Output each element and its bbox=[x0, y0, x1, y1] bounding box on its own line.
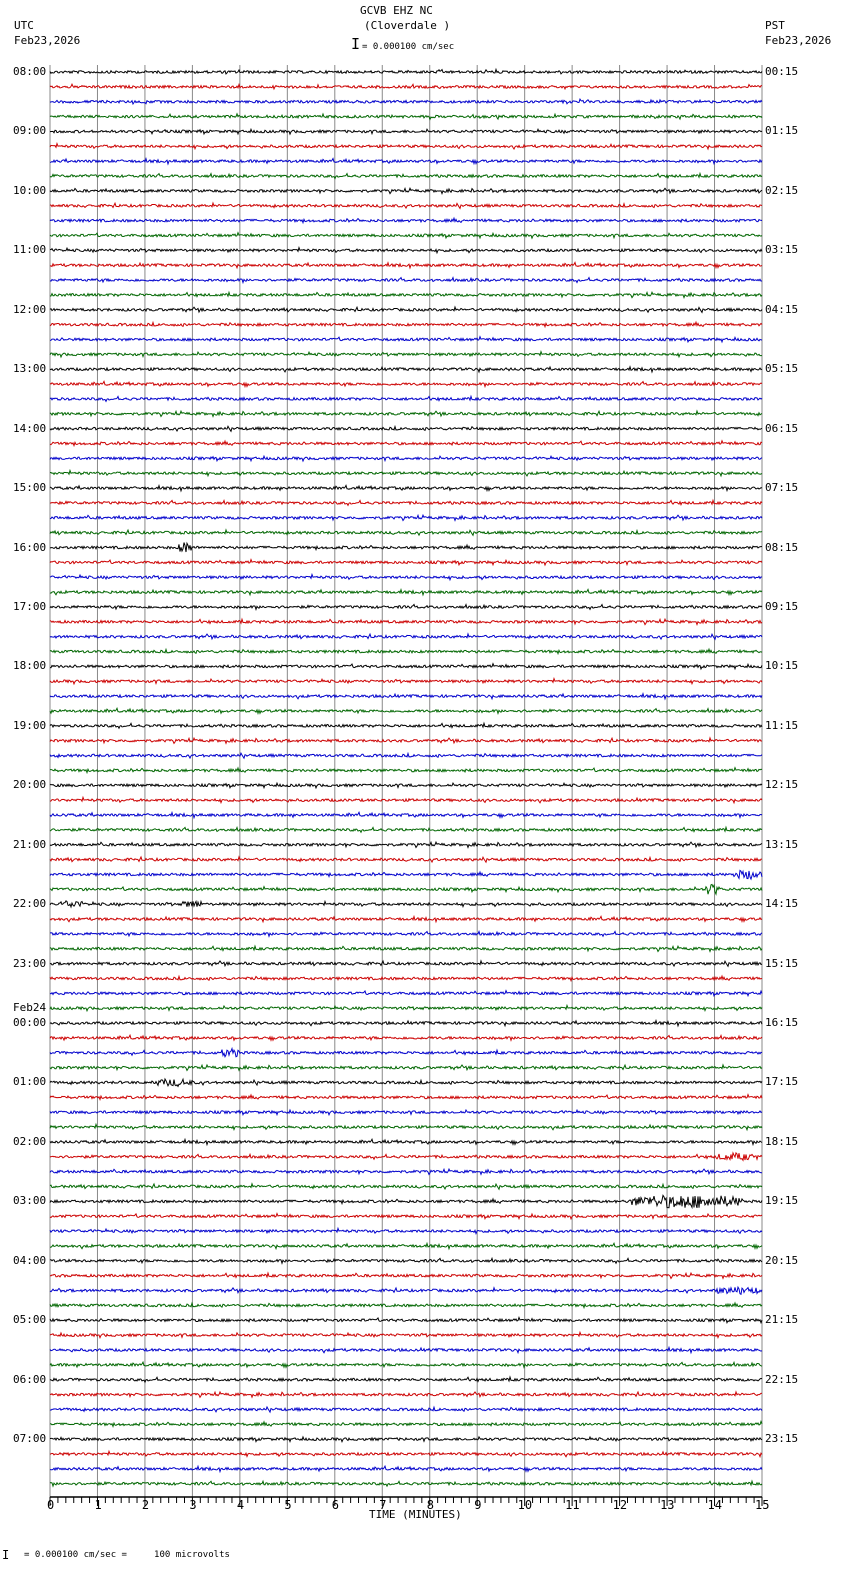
trace-line bbox=[50, 292, 762, 297]
trace-line bbox=[50, 278, 762, 283]
trace-line bbox=[50, 69, 762, 74]
trace-line bbox=[50, 530, 762, 535]
trace-line bbox=[50, 1377, 762, 1382]
trace-line bbox=[50, 500, 762, 505]
trace-line bbox=[50, 441, 762, 446]
trace-line bbox=[50, 1466, 762, 1471]
x-tick-label: 4 bbox=[236, 1498, 245, 1512]
trace-line bbox=[50, 1006, 762, 1011]
trace-line bbox=[50, 901, 762, 907]
trace-line bbox=[50, 174, 762, 179]
pst-hour-label: 14:15 bbox=[765, 897, 799, 911]
trace-line bbox=[50, 797, 762, 802]
x-tick-label: 2 bbox=[141, 1498, 150, 1512]
scale-text: = 0.000100 cm/sec bbox=[362, 42, 455, 52]
pst-hour-label: 16:15 bbox=[765, 1016, 799, 1030]
trace-line bbox=[50, 723, 762, 728]
trace-line bbox=[50, 1139, 762, 1144]
x-tick-label: 8 bbox=[426, 1498, 434, 1512]
trace-line bbox=[50, 1332, 762, 1337]
pst-hour-label: 07:15 bbox=[765, 481, 799, 495]
utc-hour-label: 19:00 bbox=[13, 718, 47, 732]
x-tick-label: 0 bbox=[47, 1498, 55, 1512]
utc-hour-label: 08:00 bbox=[13, 65, 47, 78]
trace-line bbox=[50, 1049, 762, 1057]
trace-line bbox=[50, 1287, 762, 1294]
trace-line bbox=[50, 1214, 762, 1219]
trace-line bbox=[50, 916, 762, 921]
utc-hour-label: 02:00 bbox=[13, 1134, 47, 1148]
utc-hour-label: 22:00 bbox=[13, 897, 47, 911]
pst-hour-label: 04:15 bbox=[765, 302, 799, 316]
utc-hour-label: 17:00 bbox=[13, 599, 47, 613]
trace-line bbox=[50, 1195, 762, 1208]
trace-line bbox=[50, 367, 762, 372]
trace-line bbox=[50, 1169, 762, 1174]
trace-line bbox=[50, 649, 762, 653]
utc-hour-label: 11:00 bbox=[13, 243, 47, 257]
trace-line bbox=[50, 783, 762, 788]
date-change-label: Feb24 bbox=[13, 1001, 47, 1015]
utc-hour-label: 15:00 bbox=[13, 481, 47, 495]
x-tick-label: 9 bbox=[474, 1498, 482, 1512]
trace-line bbox=[50, 1095, 762, 1100]
utc-hour-label: 23:00 bbox=[13, 956, 47, 970]
x-tick-label: 3 bbox=[189, 1498, 197, 1512]
x-tick-label: 11 bbox=[565, 1498, 580, 1512]
trace-line bbox=[50, 753, 762, 758]
x-tick-label: 10 bbox=[517, 1498, 533, 1512]
utc-hour-label: 20:00 bbox=[13, 778, 47, 792]
x-tick-label: 13 bbox=[660, 1498, 675, 1512]
pst-hour-label: 18:15 bbox=[765, 1134, 799, 1148]
trace-line bbox=[50, 619, 762, 624]
trace-line bbox=[50, 1228, 762, 1233]
trace-line bbox=[50, 634, 762, 639]
trace-line bbox=[50, 381, 762, 386]
trace-line bbox=[50, 932, 762, 937]
utc-hour-label: 05:00 bbox=[13, 1313, 47, 1327]
trace-line bbox=[50, 1035, 762, 1040]
trace-line bbox=[50, 352, 762, 357]
trace-line bbox=[50, 946, 762, 951]
trace-line bbox=[50, 307, 762, 312]
trace-line bbox=[50, 870, 762, 879]
station-title: GCVB EHZ NC bbox=[360, 4, 433, 17]
trace-line bbox=[50, 99, 762, 104]
trace-line bbox=[50, 471, 762, 476]
trace-line bbox=[50, 543, 762, 552]
trace-line bbox=[50, 144, 762, 149]
utc-hour-label: 18:00 bbox=[13, 659, 47, 673]
trace-line bbox=[50, 322, 762, 327]
pst-hour-label: 08:15 bbox=[765, 540, 799, 554]
x-tick-label: 1 bbox=[94, 1498, 102, 1512]
pst-hour-label: 20:15 bbox=[765, 1253, 799, 1267]
left-timezone: UTC bbox=[14, 19, 34, 32]
trace-line bbox=[50, 1184, 762, 1189]
trace-line bbox=[50, 961, 762, 966]
trace-line bbox=[50, 1153, 762, 1160]
trace-line bbox=[50, 679, 762, 684]
trace-line bbox=[50, 1021, 762, 1026]
pst-hour-label: 06:15 bbox=[765, 421, 799, 435]
pst-hour-label: 01:15 bbox=[765, 124, 799, 138]
pst-hour-label: 03:15 bbox=[765, 243, 799, 257]
x-tick-label: 14 bbox=[707, 1498, 722, 1512]
trace-line bbox=[50, 575, 762, 580]
trace-line bbox=[50, 1079, 762, 1086]
trace-line bbox=[50, 991, 762, 996]
trace-line bbox=[50, 738, 762, 743]
trace-line bbox=[50, 159, 762, 164]
trace-line bbox=[50, 1124, 762, 1129]
trace-line bbox=[50, 84, 762, 89]
trace-line bbox=[50, 1348, 762, 1353]
utc-hour-label: 06:00 bbox=[13, 1372, 47, 1386]
trace-line bbox=[50, 456, 762, 461]
utc-hour-label: 03:00 bbox=[13, 1194, 47, 1208]
trace-line bbox=[50, 768, 762, 773]
trace-line bbox=[50, 827, 762, 832]
utc-hour-label: 04:00 bbox=[13, 1253, 47, 1267]
trace-line bbox=[50, 1392, 762, 1397]
trace-line bbox=[50, 1481, 762, 1486]
utc-hour-label: 00:00 bbox=[13, 1016, 47, 1030]
trace-line bbox=[50, 1451, 762, 1456]
x-tick-label: 5 bbox=[284, 1498, 292, 1512]
trace-line bbox=[50, 1243, 762, 1248]
pst-hour-label: 15:15 bbox=[765, 956, 799, 970]
pst-hour-label: 00:15 bbox=[765, 65, 799, 78]
trace-line bbox=[50, 218, 762, 223]
utc-hour-label: 16:00 bbox=[13, 540, 47, 554]
scale-bar-icon: I bbox=[351, 35, 361, 53]
trace-line bbox=[50, 1273, 762, 1278]
pst-hour-label: 10:15 bbox=[765, 659, 799, 673]
trace-line bbox=[50, 188, 762, 193]
pst-hour-label: 05:15 bbox=[765, 362, 799, 376]
trace-line bbox=[50, 589, 762, 594]
x-tick-label: 12 bbox=[612, 1498, 628, 1512]
pst-hour-label: 13:15 bbox=[765, 837, 799, 851]
utc-hour-label: 01:00 bbox=[13, 1075, 47, 1089]
trace-line bbox=[50, 812, 762, 817]
x-axis-label: TIME (MINUTES) bbox=[369, 1508, 462, 1521]
x-tick-label: 6 bbox=[331, 1498, 340, 1512]
x-tick-label: 7 bbox=[379, 1498, 387, 1512]
trace-line bbox=[50, 857, 762, 862]
utc-hour-label: 10:00 bbox=[13, 183, 47, 197]
trace-line bbox=[50, 694, 762, 699]
right-timezone: PST bbox=[765, 19, 785, 32]
utc-hour-label: 13:00 bbox=[13, 362, 47, 376]
trace-line bbox=[50, 114, 762, 120]
utc-hour-label: 14:00 bbox=[13, 421, 47, 435]
utc-hour-label: 09:00 bbox=[13, 124, 47, 138]
trace-line bbox=[50, 1422, 762, 1427]
left-date: Feb23,2026 bbox=[14, 34, 81, 47]
trace-line bbox=[50, 1437, 762, 1442]
trace-line bbox=[50, 1407, 762, 1412]
trace-line bbox=[50, 337, 762, 342]
utc-hour-label: 07:00 bbox=[13, 1432, 47, 1446]
trace-line bbox=[50, 263, 762, 268]
trace-line bbox=[50, 605, 762, 610]
pst-hour-label: 17:15 bbox=[765, 1075, 799, 1089]
trace-line bbox=[50, 976, 762, 981]
trace-line bbox=[50, 129, 762, 134]
pst-hour-label: 19:15 bbox=[765, 1194, 799, 1208]
trace-line bbox=[50, 396, 762, 401]
trace-line bbox=[50, 515, 762, 520]
pst-hour-label: 11:15 bbox=[765, 718, 799, 732]
trace-line bbox=[50, 1362, 762, 1367]
utc-hour-label: 21:00 bbox=[13, 837, 47, 851]
x-tick-label: 15 bbox=[755, 1498, 770, 1512]
trace-line bbox=[50, 1065, 762, 1071]
footer-scale-text: = 0.000100 cm/sec = 100 microvolts bbox=[24, 1550, 230, 1560]
trace-line bbox=[50, 708, 762, 713]
right-date: Feb23,2026 bbox=[765, 34, 832, 47]
trace-line bbox=[50, 664, 762, 669]
trace-line bbox=[50, 1258, 762, 1263]
pst-hour-label: 12:15 bbox=[765, 778, 799, 792]
trace-line bbox=[50, 248, 762, 253]
pst-hour-label: 09:15 bbox=[765, 599, 799, 613]
trace-line bbox=[50, 1303, 762, 1308]
pst-hour-label: 22:15 bbox=[765, 1372, 799, 1386]
utc-hour-label: 12:00 bbox=[13, 302, 47, 316]
trace-line bbox=[50, 1110, 762, 1115]
trace-line bbox=[50, 1318, 762, 1323]
trace-line bbox=[50, 426, 762, 431]
trace-line bbox=[50, 411, 762, 416]
trace-line bbox=[50, 485, 762, 490]
pst-hour-label: 23:15 bbox=[765, 1432, 799, 1446]
pst-hour-label: 21:15 bbox=[765, 1313, 799, 1327]
trace-line bbox=[50, 233, 762, 238]
footer-scale-bar-icon: I bbox=[2, 1548, 10, 1562]
pst-hour-label: 02:15 bbox=[765, 183, 799, 197]
trace-line bbox=[50, 884, 762, 894]
trace-line bbox=[50, 560, 762, 565]
trace-line bbox=[50, 842, 762, 847]
station-location: (Cloverdale ) bbox=[364, 19, 451, 32]
trace-line bbox=[50, 203, 762, 208]
